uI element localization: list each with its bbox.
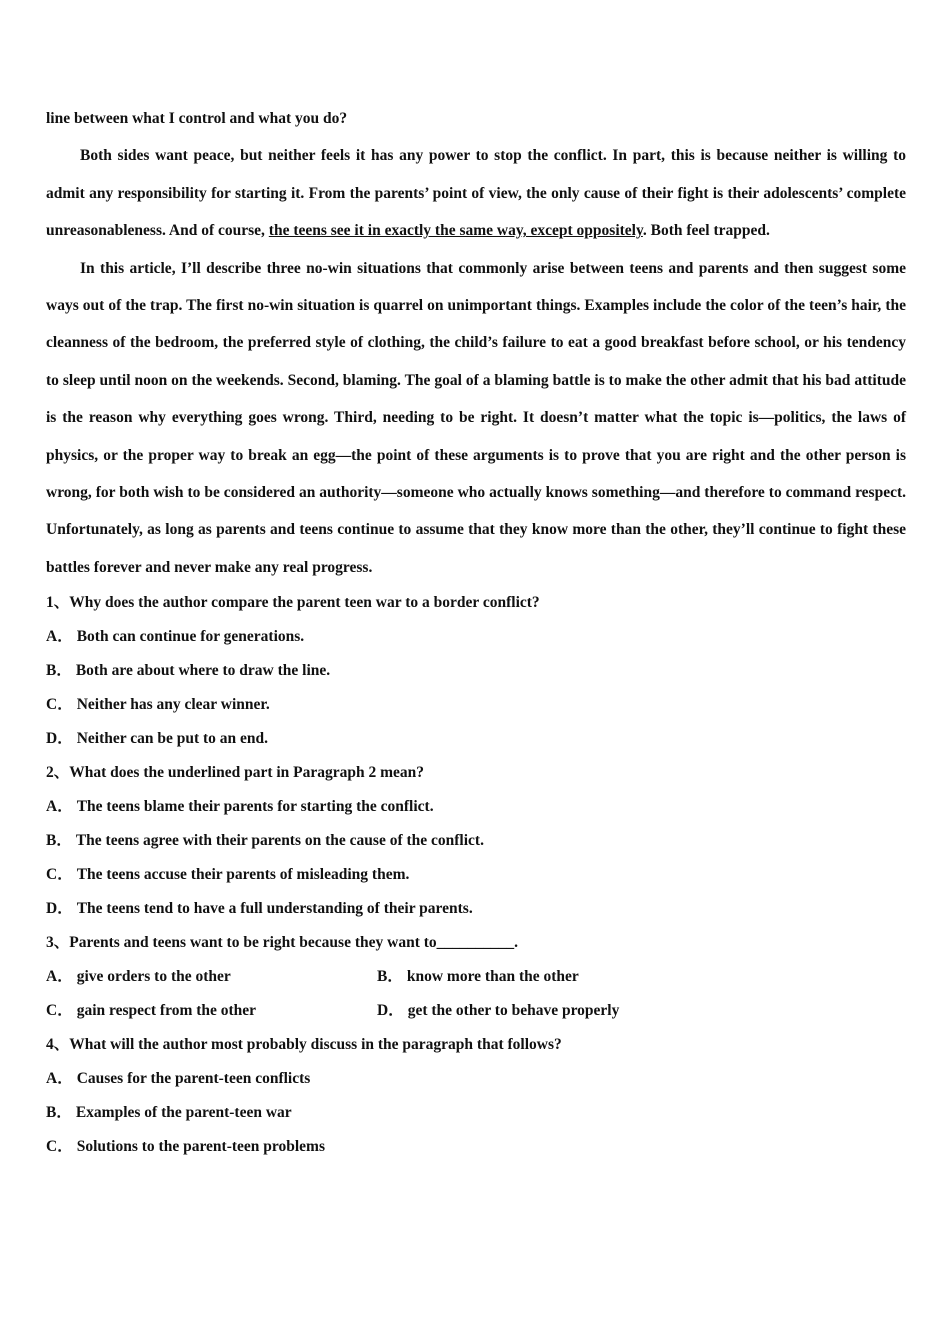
option-label: C．	[46, 1002, 73, 1020]
question-2-stem: 2、What does the underlined part in Paragraph 2 mean?	[46, 764, 425, 782]
question-2-option-a	[46, 790, 906, 824]
option-label: B．	[46, 1104, 72, 1122]
option-label: A．	[46, 628, 73, 646]
question-3-options-row-1	[46, 960, 906, 994]
passage-paragraph-2	[46, 137, 906, 249]
question-4-option-a	[46, 1062, 906, 1096]
passage-text: . Both feel trapped.	[642, 222, 770, 240]
option-text: Causes for the parent-teen conflicts	[76, 1070, 311, 1088]
question-1-stem: 1、Why does the author compare the parent teen war to a border conflict?	[46, 594, 540, 612]
option-text: get the other to behave properly	[407, 1002, 620, 1020]
option-text: The teens tend to have a full understanding of their parents.	[76, 900, 473, 918]
option-label: C．	[46, 696, 73, 714]
option-text: gain respect from the other	[76, 1002, 257, 1020]
passage-paragraph-3: In this article, I’ll describe three no-win situations that commonly arise between teens and parents and then suggest some ways out of the trap. The first no-win situation is quarrel on unimportant things. Examples include the color of the teen’s hair, the cleanness of the bedroom, the preferred style of clothing, the child’s failure to eat a good breakfast before school, or his tendency to sleep until noon on the weekends. Second, blaming. The goal of a blaming battle is to make the other admit that his bad attitude is the reason why everything goes wrong. Third, needing to be right. It doesn’t matter what the topic is—politics, the laws of physics, or the proper way to break an egg—the point of these arguments is to prove that you are right and the other person is wrong, for both wish to be considered an authority—someone who actually knows something—and therefore to command respect. Unfortunately, as long as parents and teens continue to assume that they know more than the other, they’ll continue to fight these battles forever and never make any real progress.	[46, 259, 906, 576]
question-3-option-a	[46, 960, 377, 994]
option-label: D．	[46, 730, 73, 748]
question-3-option-d	[377, 994, 708, 1028]
question-4-option-b	[46, 1096, 906, 1130]
option-text: The teens accuse their parents of misleading them.	[76, 866, 410, 884]
passage-paragraph-continuation: line between what I control and what you do?	[46, 110, 348, 127]
option-text: Solutions to the parent-teen problems	[76, 1138, 325, 1156]
question-3-option-c	[46, 994, 377, 1028]
option-text: Both are about where to draw the line.	[75, 662, 331, 680]
question-3-option-b	[377, 960, 708, 994]
option-text: Neither can be put to an end.	[76, 730, 269, 748]
question-2-option-c	[46, 858, 906, 892]
question-3-options-row-2	[46, 994, 906, 1028]
option-label: A．	[46, 1070, 73, 1088]
underlined-phrase: the teens see it in exactly the same way, except oppositely	[268, 222, 643, 240]
question-2-option-b	[46, 824, 906, 858]
option-text: Examples of the parent-teen war	[75, 1104, 292, 1122]
question-3-stem: 3、Parents and teens want to be right because they want to__________.	[46, 934, 519, 952]
option-text: Both can continue for generations.	[76, 628, 305, 646]
option-text: know more than the other	[406, 968, 579, 986]
document-page	[46, 100, 906, 1164]
option-label: D．	[46, 900, 73, 918]
option-label: B．	[46, 832, 72, 850]
option-text: The teens agree with their parents on the cause of the conflict.	[75, 832, 484, 850]
option-label: C．	[46, 866, 73, 884]
question-1-option-d	[46, 722, 906, 756]
passage-text: Both sides want peace, but neither feels it has any power to stop the conflict. In part, this is because neither is willing to admit any responsibility for starting it. From the parents’ point of view, the only cause of their fight is their adolescents’ complete unreasonableness. And of course,	[46, 147, 906, 240]
option-text: give orders to the other	[76, 968, 231, 986]
question-4-option-c	[46, 1130, 906, 1164]
option-label: D．	[377, 1002, 404, 1020]
option-label: A．	[46, 968, 73, 986]
question-2-option-d	[46, 892, 906, 926]
option-label: B．	[46, 662, 72, 680]
option-label: B．	[377, 968, 403, 986]
question-1-option-a	[46, 620, 906, 654]
option-label: A．	[46, 798, 73, 816]
question-1-option-c	[46, 688, 906, 722]
option-label: C．	[46, 1138, 73, 1156]
question-1-option-b	[46, 654, 906, 688]
question-4-stem: 4、What will the author most probably discuss in the paragraph that follows?	[46, 1036, 562, 1054]
option-text: The teens blame their parents for starting the conflict.	[76, 798, 434, 816]
option-text: Neither has any clear winner.	[76, 696, 270, 714]
